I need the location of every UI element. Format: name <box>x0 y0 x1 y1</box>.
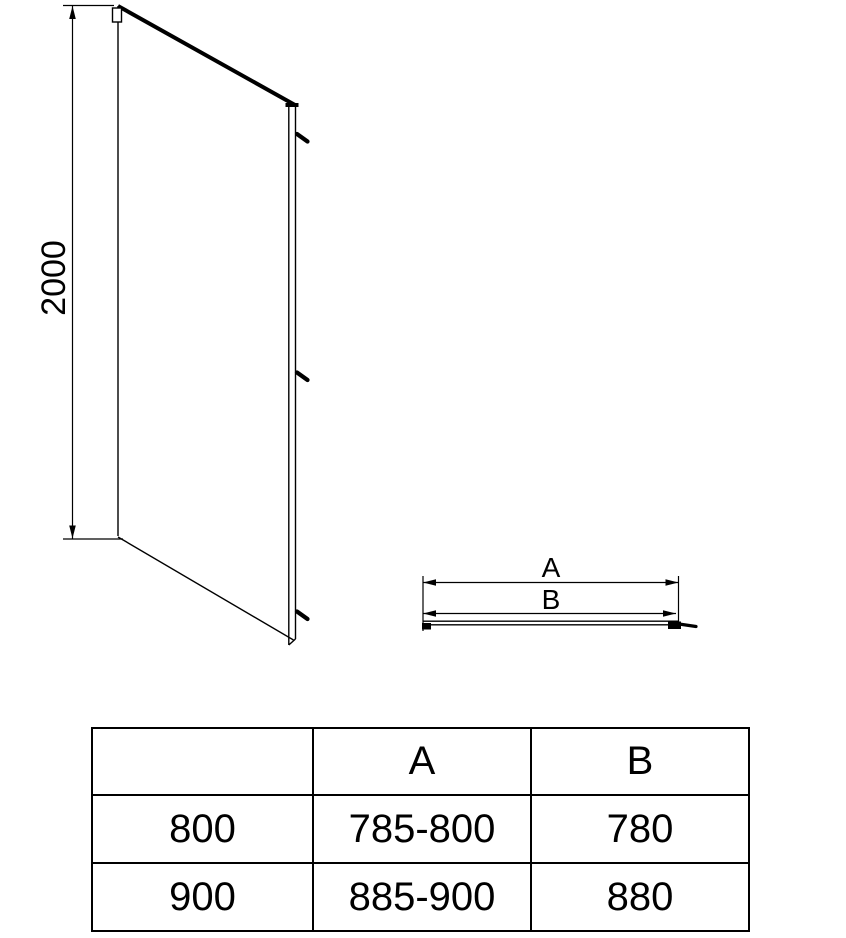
table-row <box>92 863 749 931</box>
size-table <box>91 727 750 932</box>
arrow-right-b-icon <box>663 610 676 616</box>
top-view-panel <box>422 552 696 631</box>
wall-clip-topview-icon <box>679 624 696 627</box>
header-a-cell: A <box>313 728 531 795</box>
wall-bracket <box>113 8 122 22</box>
a-cell: 785-800 <box>313 795 531 863</box>
dimension-b-label: B <box>541 584 561 615</box>
glass-top-edge <box>118 6 295 105</box>
arrow-left-a-icon <box>423 579 436 585</box>
b-cell: 780 <box>531 795 749 863</box>
header-size-cell <box>92 728 313 795</box>
size-cell: 900 <box>92 863 313 931</box>
table-header-row <box>92 728 749 795</box>
side-view-panel <box>113 6 308 645</box>
a-cell: 885-900 <box>313 863 531 931</box>
table-row <box>92 795 749 863</box>
height-dimension <box>35 6 123 540</box>
arrow-up-icon <box>69 6 76 19</box>
wall-clip-middle-icon <box>297 373 308 381</box>
height-dimension-label: 2000 <box>35 240 73 316</box>
dimension-a-label: A <box>541 552 561 583</box>
header-b-cell: B <box>531 728 749 795</box>
arrow-down-icon <box>69 526 76 539</box>
size-cell: 800 <box>92 795 313 863</box>
end-fitting-left <box>422 623 431 630</box>
wall-clip-top-icon <box>297 134 308 142</box>
glass-bottom-edge <box>118 537 294 640</box>
arrow-left-b-icon <box>423 610 436 616</box>
arrow-right-a-icon <box>666 579 679 585</box>
wall-clip-bottom-icon <box>297 612 308 620</box>
b-cell: 880 <box>531 863 749 931</box>
